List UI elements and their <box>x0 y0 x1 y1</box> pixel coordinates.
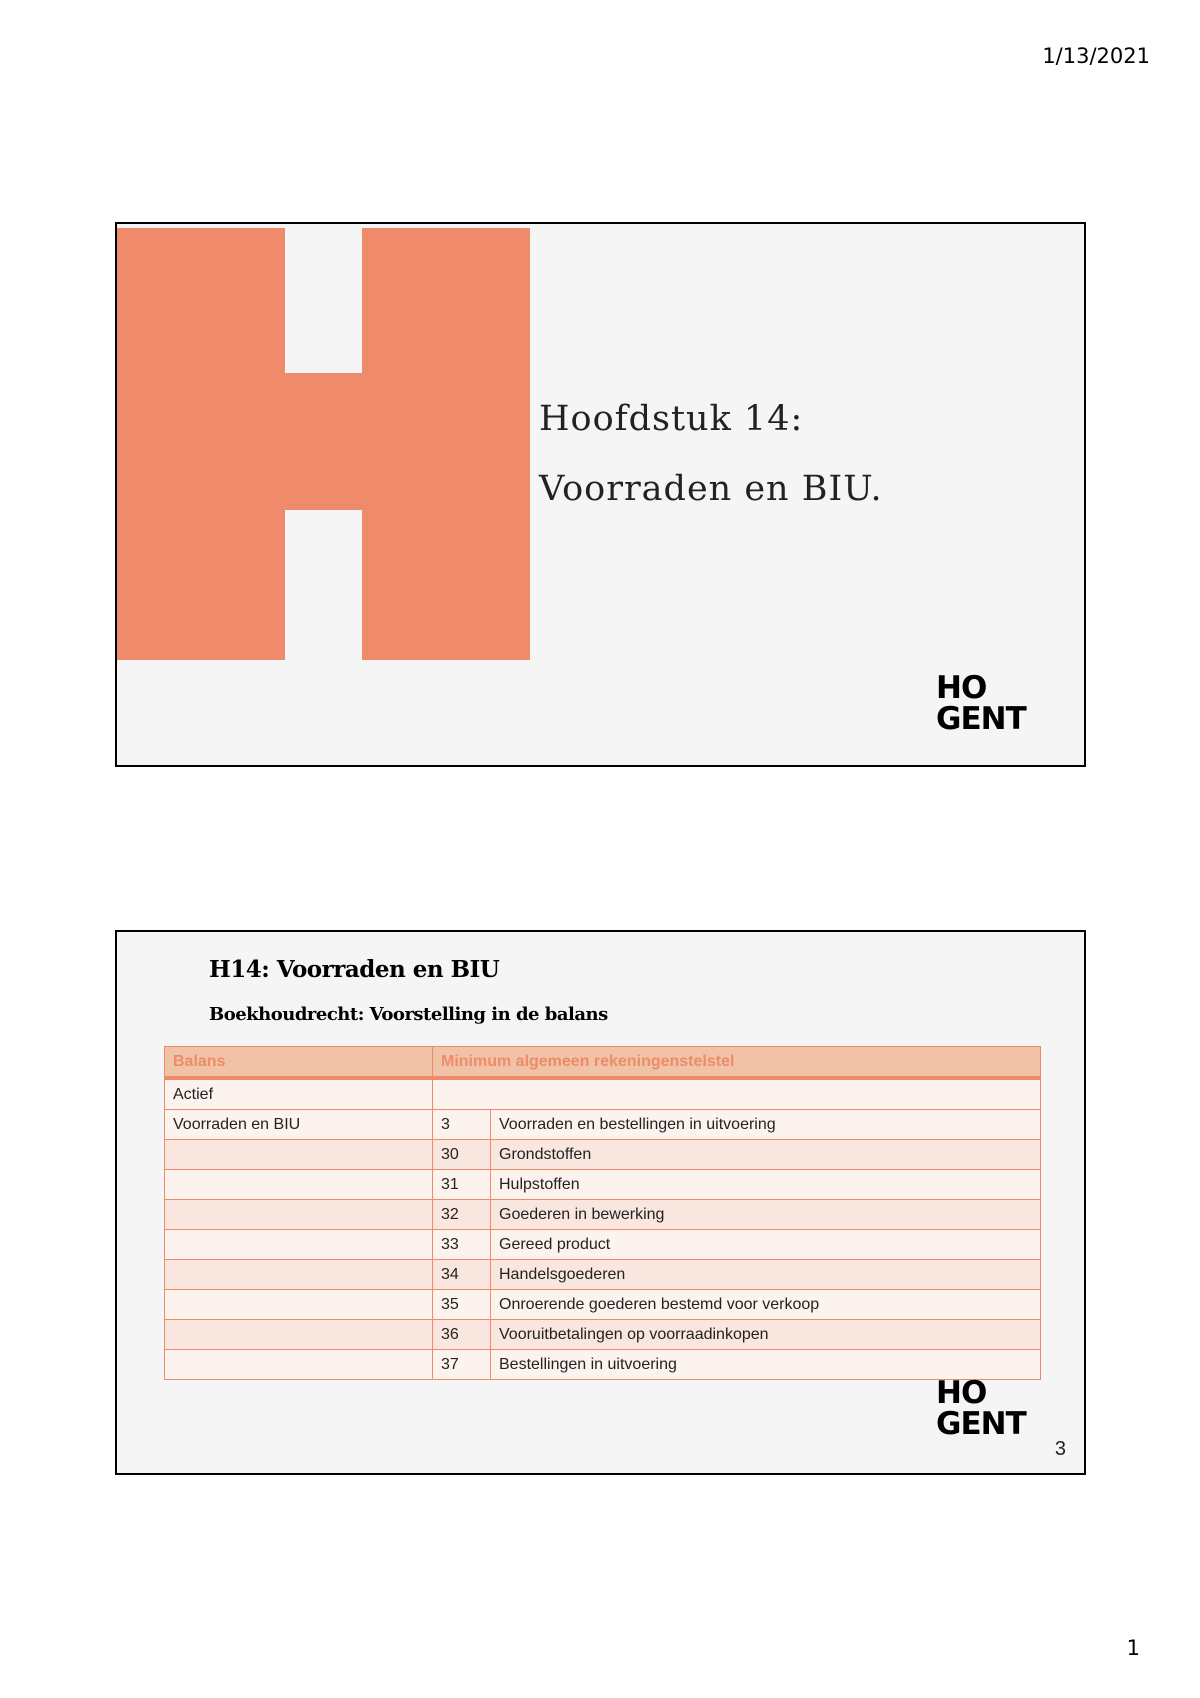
table-cell-description: Handelsgoederen <box>491 1260 1041 1290</box>
hogent-logo-line2: GENT <box>936 701 1026 737</box>
content-slide <box>115 930 1086 1475</box>
page-date: 1/13/2021 <box>1042 44 1150 68</box>
table-row <box>165 1078 1041 1110</box>
table-cell <box>433 1078 1041 1110</box>
table-row <box>165 1260 1041 1290</box>
hogent-logo <box>936 670 1046 737</box>
h-logo-left-bar <box>117 228 285 660</box>
column-header-balans: Balans <box>165 1047 433 1079</box>
h-logo-right-bar <box>362 228 530 660</box>
slide-subheading: Boekhoudrecht: Voorstelling in de balans <box>209 1004 608 1025</box>
table-cell-description: Vooruitbetalingen op voorraadinkopen <box>491 1320 1041 1350</box>
page-number: 1 <box>1126 1636 1140 1660</box>
table-row <box>165 1350 1041 1380</box>
table-row <box>165 1200 1041 1230</box>
table-cell-description: Bestellingen in uitvoering <box>491 1350 1041 1380</box>
table-row <box>165 1320 1041 1350</box>
table-cell-code: 33 <box>433 1230 491 1260</box>
table-row <box>165 1110 1041 1140</box>
table-cell-description: Onroerende goederen bestemd voor verkoop <box>491 1290 1041 1320</box>
table-header-row <box>165 1047 1041 1079</box>
table-row <box>165 1140 1041 1170</box>
slide-number: 3 <box>1054 1438 1066 1460</box>
column-header-rekeningenstelsel: Minimum algemeen rekeningenstelstel <box>433 1047 1041 1079</box>
table-cell <box>165 1350 433 1380</box>
hogent-logo-line1: HO <box>936 670 987 706</box>
table-cell-code: 37 <box>433 1350 491 1380</box>
table-cell-code: 36 <box>433 1320 491 1350</box>
title-slide <box>115 222 1086 767</box>
h-logo-graphic <box>117 228 530 660</box>
table-cell: Actief <box>165 1078 433 1110</box>
table-cell-code: 3 <box>433 1110 491 1140</box>
table-row <box>165 1170 1041 1200</box>
title-block <box>539 384 883 524</box>
table-cell <box>165 1290 433 1320</box>
table-cell-code: 32 <box>433 1200 491 1230</box>
table-cell <box>165 1200 433 1230</box>
table-cell-description: Voorraden en bestellingen in uitvoering <box>491 1110 1041 1140</box>
hogent-logo-line1: HO <box>936 1375 987 1411</box>
h-logo-crossbar <box>285 373 362 510</box>
table-cell-description: Gereed product <box>491 1230 1041 1260</box>
table-cell <box>165 1170 433 1200</box>
chapter-title: Hoofdstuk 14: <box>539 399 804 439</box>
balance-table <box>164 1046 1041 1380</box>
slide-heading: H14: Voorraden en BIU <box>209 956 500 983</box>
table-cell <box>165 1230 433 1260</box>
table-cell: Voorraden en BIU <box>165 1110 433 1140</box>
table-cell-description: Hulpstoffen <box>491 1170 1041 1200</box>
table-cell-description: Goederen in bewerking <box>491 1200 1041 1230</box>
table-cell <box>165 1320 433 1350</box>
table-cell <box>165 1140 433 1170</box>
table-cell-description: Grondstoffen <box>491 1140 1041 1170</box>
chapter-subtitle: Voorraden en BIU. <box>539 469 883 509</box>
table-row <box>165 1290 1041 1320</box>
hogent-logo-line2: GENT <box>936 1406 1026 1442</box>
table-cell <box>165 1260 433 1290</box>
hogent-logo <box>936 1375 1046 1442</box>
table-row <box>165 1230 1041 1260</box>
table-cell-code: 31 <box>433 1170 491 1200</box>
table-cell-code: 34 <box>433 1260 491 1290</box>
table-cell-code: 30 <box>433 1140 491 1170</box>
table-cell-code: 35 <box>433 1290 491 1320</box>
